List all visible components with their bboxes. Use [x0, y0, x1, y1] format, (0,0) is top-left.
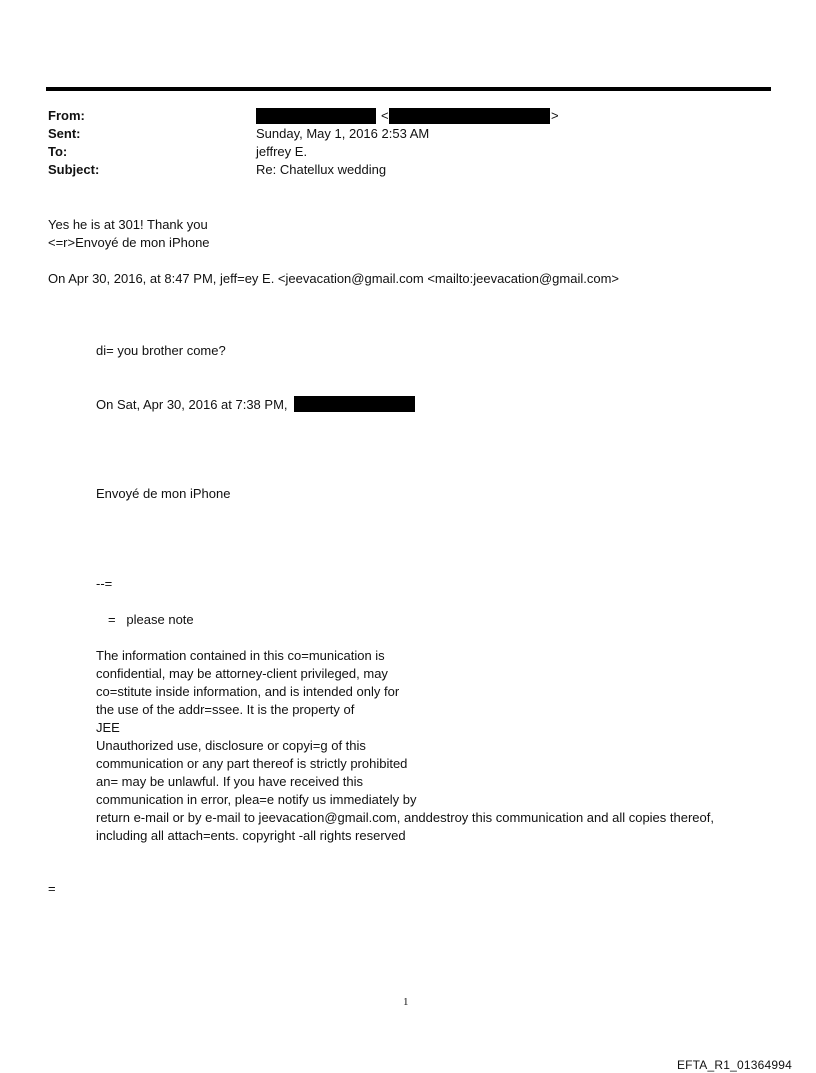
disclaimer-line: including all attach=ents. copyright -all rights reserved: [96, 828, 406, 843]
disclaimer-line: return e-mail or by e-mail to jeevacation@gmail.com, anddestroy this communication and all copies thereof,: [96, 810, 714, 825]
quote-intro: On Apr 30, 2016, at 8:47 PM, jeff=ey E. <jeevacation@gmail.com <mailto:jeevacation@gmail.com>: [48, 271, 620, 286]
disclaimer-line: confidential, may be attorney-client privileged, may: [96, 666, 388, 681]
disclaimer-line: an= may be unlawful. If you have received this: [96, 774, 364, 789]
from-name-redaction: [256, 108, 376, 124]
disclaimer-line: JEE: [96, 720, 120, 735]
signature-separator: --=: [96, 576, 113, 591]
trailing-equals: =: [48, 881, 56, 896]
disclaimer-line: communication or any part thereof is strictly prohibited: [96, 756, 408, 771]
to-value: jeffrey E.: [256, 144, 308, 159]
sender-redaction: [294, 396, 415, 412]
header-rule: [46, 87, 771, 91]
envoye-line: Envoyé de mon iPhone: [96, 486, 231, 501]
page-number: 1: [403, 996, 409, 1008]
bates-number: EFTA_R1_01364994: [676, 1058, 792, 1072]
from-open-bracket: <: [381, 108, 389, 123]
to-label: To:: [48, 144, 68, 159]
from-close-bracket: >: [551, 108, 559, 123]
reply-line-1: Yes he is at 301! Thank you: [48, 217, 208, 232]
disclaimer-line: Unauthorized use, disclosure or copyi=g of this: [96, 738, 366, 753]
subject-value: Re: Chatellux wedding: [256, 162, 387, 177]
disclaimer-line: communication in error, plea=e notify us immediately by: [96, 792, 417, 807]
reply-line-2: <=r>Envoyé de mon iPhone: [48, 235, 210, 250]
disclaimer-line: the use of the addr=ssee. It is the property of: [96, 702, 355, 717]
quote-intro-2: On Sat, Apr 30, 2016 at 7:38 PM,: [96, 397, 288, 412]
from-email-redaction: [389, 108, 550, 124]
subject-label: Subject:: [48, 162, 100, 177]
please-note: = please note: [108, 612, 194, 627]
sent-label: Sent:: [48, 126, 81, 141]
question-line: di= you brother come?: [96, 343, 226, 358]
disclaimer-line: The information contained in this co=munication is: [96, 648, 385, 663]
disclaimer-line: co=stitute inside information, and is intended only for: [96, 684, 400, 699]
sent-value: Sunday, May 1, 2016 2:53 AM: [256, 126, 430, 141]
from-label: From:: [48, 108, 85, 123]
